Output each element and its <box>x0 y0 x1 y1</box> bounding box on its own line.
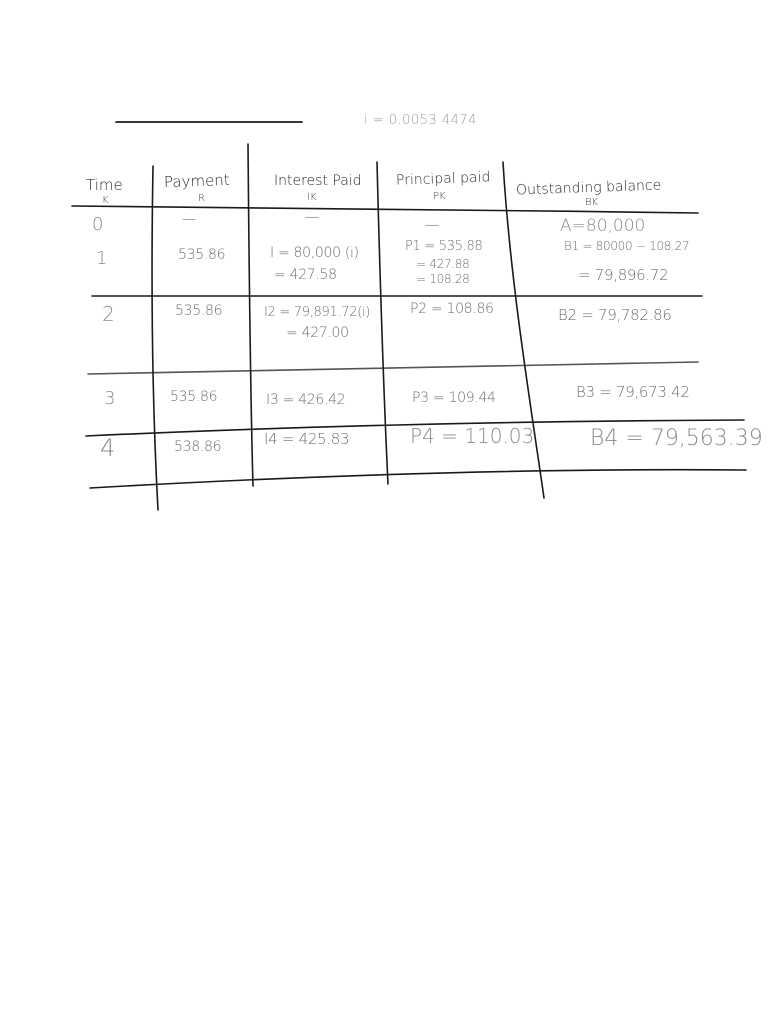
header-payment-sub: R <box>198 193 205 204</box>
col-line-2 <box>248 144 253 486</box>
row4-balance: B4 = 79,563.39 <box>590 426 763 451</box>
header-payment: Payment <box>163 170 230 192</box>
row2-interest-line2: = 427.00 <box>286 325 349 341</box>
row2-principal: P2 = 108.86 <box>410 301 494 317</box>
header-rule <box>72 206 698 213</box>
header-balance-sub: BK <box>585 197 599 208</box>
row1-principal-line3: = 108.28 <box>416 272 470 286</box>
row3-time: 3 <box>104 388 116 409</box>
row1-principal-line2: = 427.88 <box>416 257 470 271</box>
header-balance: Outstanding balance <box>515 177 662 199</box>
row4-principal: P4 = 110.03 <box>410 424 535 448</box>
row2-interest-line1: I2 = 79,891.72(i) <box>264 305 371 320</box>
row3-balance: B3 = 79,673.42 <box>576 383 690 401</box>
header-principal-sub: PK <box>433 191 446 202</box>
row1-balance-line2: = 79,896.72 <box>578 266 669 284</box>
row0-time: 0 <box>92 214 104 235</box>
row1-time: 1 <box>96 248 108 269</box>
row1-balance-line1: B1 = 80000 − 108.27 <box>564 239 690 253</box>
row0-payment: — <box>182 211 196 227</box>
row1-payment: 535.86 <box>178 247 226 263</box>
interest-rate-note: i = 0.0053 4474 <box>364 113 477 128</box>
row1-principal-line1: P1 = 535.88 <box>405 239 483 254</box>
row0-interest: — <box>305 209 319 225</box>
row4-payment: 538.86 <box>174 439 222 455</box>
row-rule-4 <box>90 470 746 488</box>
header-time: Time <box>86 176 123 194</box>
header-interest-sub: IK <box>307 192 317 203</box>
row0-principal: — <box>425 217 439 233</box>
row1-interest-line1: I = 80,000 (i) <box>270 245 359 261</box>
col-line-1 <box>152 166 158 510</box>
row4-interest: I4 = 425.83 <box>264 430 350 448</box>
row4-time: 4 <box>100 434 116 462</box>
header-time-sub: K <box>102 195 109 206</box>
row3-principal: P3 = 109.44 <box>412 390 496 406</box>
row-rule-2 <box>88 362 698 374</box>
row2-payment: 535.86 <box>175 303 223 319</box>
row0-balance: A=80,000 <box>560 216 646 236</box>
row2-balance: B2 = 79,782.86 <box>558 306 672 324</box>
col-line-3 <box>377 162 388 484</box>
row1-interest-line2: = 427.58 <box>274 267 337 283</box>
row3-interest: I3 = 426.42 <box>266 392 346 408</box>
header-interest: Interest Paid <box>274 173 362 189</box>
row3-payment: 535.86 <box>170 389 218 405</box>
row2-time: 2 <box>102 302 115 326</box>
header-principal: Principal paid <box>395 169 491 189</box>
